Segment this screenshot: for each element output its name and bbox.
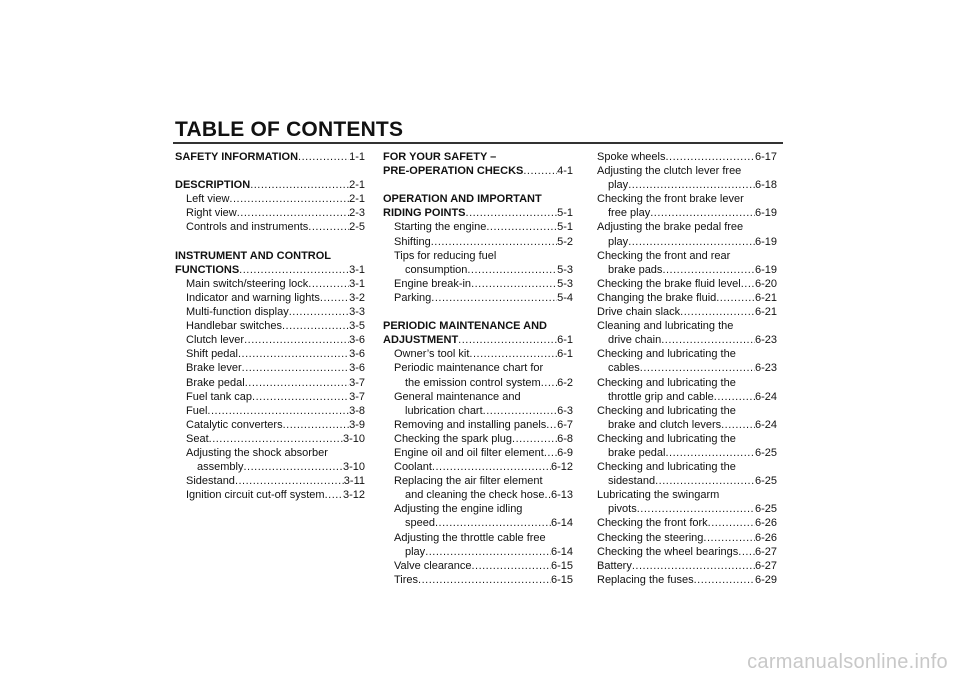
toc-entry[interactable] — [597, 178, 777, 192]
entry-page: 6-21 — [754, 291, 777, 304]
leader-dots — [245, 376, 349, 390]
entry-label: Checking the brake fluid level — [597, 277, 741, 290]
entry-label: RIDING POINTS — [383, 207, 466, 220]
leader-dots — [320, 291, 349, 305]
toc-entry[interactable] — [597, 573, 777, 587]
toc-entry[interactable] — [175, 460, 365, 474]
leader-dots — [650, 206, 755, 220]
entry-label: throttle grip and cable — [608, 390, 714, 403]
entry-label-line1: OPERATION AND IMPORTANT — [383, 193, 542, 206]
entry-page: 6-21 — [754, 306, 777, 319]
toc-entry[interactable] — [383, 488, 573, 502]
entry-label-line1: Checking and lubricating the — [597, 404, 736, 417]
toc-entry[interactable] — [175, 220, 365, 234]
entry-label: Fuel tank cap — [186, 390, 253, 403]
entry-label-line1: Adjusting the brake pedal free — [597, 221, 744, 234]
entry-label: brake pedal — [608, 446, 666, 459]
leader-dots — [544, 446, 557, 460]
entry-page: 4-1 — [557, 165, 573, 178]
leader-dots — [628, 178, 755, 192]
toc-entry[interactable] — [597, 545, 777, 559]
entry-label: DESCRIPTION — [175, 179, 251, 192]
entry-page: 3-7 — [349, 390, 365, 403]
entry-label: Multi-function display — [186, 306, 289, 319]
leader-dots — [431, 235, 557, 249]
entry-page: 3-3 — [349, 306, 365, 319]
entry-page: 6-24 — [754, 390, 777, 403]
leader-dots — [471, 559, 551, 573]
entry-label: Valve clearance — [394, 559, 472, 572]
entry-label: Battery — [597, 559, 632, 572]
entry-page: 5-3 — [557, 263, 573, 276]
toc-entry[interactable] — [383, 347, 573, 361]
entry-label: Checking the front fork — [597, 517, 708, 530]
toc-entry[interactable] — [175, 376, 365, 390]
toc-column-2 — [383, 150, 573, 587]
entry-page: 3-11 — [343, 475, 365, 488]
toc-column-3 — [597, 150, 777, 587]
entry-page: 6-24 — [754, 418, 777, 431]
entry-page: 6-15 — [550, 559, 573, 572]
page-title: TABLE OF CONTENTS — [175, 118, 404, 141]
entry-page: 6-7 — [557, 418, 573, 431]
entry-label: Indicator and warning lights — [186, 291, 320, 304]
entry-label-line1: Adjusting the engine idling — [394, 503, 523, 516]
entry-label: Owner’s tool kit — [394, 348, 470, 361]
entry-page: 3-1 — [349, 277, 365, 290]
toc-entry[interactable] — [175, 361, 365, 375]
leader-dots — [703, 531, 755, 545]
leader-dots — [655, 474, 755, 488]
leader-dots — [425, 545, 551, 559]
leader-dots — [250, 178, 349, 192]
entry-page: 3-9 — [349, 418, 365, 431]
toc-entry[interactable] — [175, 192, 365, 206]
toc-entry[interactable] — [383, 206, 573, 220]
leader-dots — [637, 502, 755, 516]
entry-label: Checking the spark plug — [394, 432, 513, 445]
leader-dots — [237, 206, 349, 220]
toc-entry[interactable] — [383, 460, 573, 474]
toc-entry[interactable] — [175, 333, 365, 347]
entry-label: PRE-OPERATION CHECKS — [383, 165, 524, 178]
entry-label: lubrication chart — [405, 404, 483, 417]
entry-label-line1: PERIODIC MAINTENANCE AND — [383, 320, 547, 333]
entry-label: ADJUSTMENT — [383, 334, 459, 347]
leader-dots — [242, 361, 349, 375]
leader-dots — [666, 150, 755, 164]
toc-entry[interactable] — [597, 305, 777, 319]
entry-page: 6-26 — [754, 531, 777, 544]
leader-dots — [661, 333, 755, 347]
toc-entry[interactable] — [383, 164, 573, 178]
entry-label: Handlebar switches — [186, 320, 282, 333]
entry-page: 3-12 — [342, 489, 365, 502]
entry-page: 6-27 — [754, 545, 777, 558]
entry-label: Parking — [394, 291, 432, 304]
entry-page: 5-1 — [557, 207, 573, 220]
leader-dots — [716, 291, 755, 305]
entry-page: 3-10 — [342, 461, 365, 474]
leader-dots — [207, 404, 349, 418]
entry-label: Shifting — [394, 235, 431, 248]
entry-label: play — [608, 179, 629, 192]
watermark: carmanualsonline.info — [747, 651, 948, 673]
entry-label-line1: Checking and lubricating the — [597, 376, 736, 389]
leader-dots — [432, 460, 551, 474]
toc-entry[interactable] — [175, 319, 365, 333]
leader-dots — [483, 404, 557, 418]
entry-label: and cleaning the check hose — [405, 489, 545, 502]
toc-entry[interactable] — [175, 347, 365, 361]
leader-dots — [244, 333, 349, 347]
entry-page: 5-1 — [557, 221, 573, 234]
toc-entry[interactable] — [383, 559, 573, 573]
leader-dots — [431, 291, 557, 305]
toc-entry[interactable] — [597, 418, 777, 432]
leader-dots — [325, 488, 343, 502]
leader-dots — [662, 263, 755, 277]
toc-entry[interactable] — [597, 291, 777, 305]
entry-page: 6-18 — [754, 179, 777, 192]
leader-dots — [418, 573, 551, 587]
entry-label: Removing and installing panels — [394, 418, 547, 431]
entry-page: 3-1 — [349, 263, 365, 276]
toc-entry[interactable] — [175, 291, 365, 305]
leader-dots — [308, 277, 349, 291]
leader-dots — [283, 418, 350, 432]
toc-entry[interactable] — [175, 390, 365, 404]
toc-entry[interactable] — [597, 361, 777, 375]
entry-page: 3-2 — [349, 291, 365, 304]
leader-dots — [512, 432, 557, 446]
entry-label-line1: Cleaning and lubricating the — [597, 320, 734, 333]
leader-dots — [308, 220, 349, 234]
toc-entry[interactable] — [383, 446, 573, 460]
leader-dots — [628, 235, 755, 249]
title-rule — [173, 142, 783, 144]
entry-page: 6-8 — [557, 432, 573, 445]
entry-label-line1: Adjusting the clutch lever free — [597, 165, 742, 178]
entry-label-line1: FOR YOUR SAFETY – — [383, 151, 497, 163]
entry-page: 6-14 — [550, 545, 573, 558]
entry-page: 6-14 — [550, 517, 573, 530]
leader-dots — [243, 460, 343, 474]
entry-label: Clutch lever — [186, 334, 245, 347]
toc-entry[interactable] — [175, 178, 365, 192]
entry-label-line1: INSTRUMENT AND CONTROL — [175, 249, 332, 262]
entry-label-line1: Adjusting the throttle cable free — [394, 531, 546, 544]
toc-entry[interactable] — [597, 390, 777, 404]
entry-label-line1: Checking and lubricating the — [597, 461, 736, 474]
leader-dots — [282, 319, 349, 333]
entry-label: Drive chain slack — [597, 306, 681, 319]
entry-page: 3-7 — [349, 376, 365, 389]
entry-label: Engine oil and oil filter element — [394, 446, 544, 459]
toc-entry[interactable] — [383, 404, 573, 418]
entry-page: 6-3 — [557, 404, 573, 417]
toc-entry[interactable] — [383, 263, 573, 277]
entry-label-line1: Periodic maintenance chart for — [394, 362, 544, 375]
entry-page: 6-26 — [754, 517, 777, 530]
leader-dots — [467, 263, 557, 277]
entry-page: 6-12 — [550, 461, 573, 474]
toc-entry[interactable] — [383, 333, 573, 347]
entry-label-line1: Checking the front brake lever — [597, 193, 744, 206]
leader-dots — [235, 474, 344, 488]
entry-label: drive chain — [608, 334, 662, 347]
entry-label: Sidestand — [186, 475, 235, 488]
toc-entry[interactable] — [175, 305, 365, 319]
entry-page: 6-1 — [557, 348, 573, 361]
leader-dots — [632, 559, 755, 573]
entry-label-line1: Adjusting the shock absorber — [186, 446, 328, 459]
toc-entry[interactable] — [175, 404, 365, 418]
entry-label: Main switch/steering lock — [186, 277, 309, 290]
entry-page: 6-25 — [754, 503, 777, 516]
toc-entry[interactable] — [383, 220, 573, 234]
entry-label-line1: Replacing the air filter element — [394, 475, 543, 488]
entry-page: 6-29 — [754, 573, 777, 586]
leader-dots — [738, 545, 755, 559]
entry-label: play — [405, 545, 426, 558]
leader-dots — [239, 263, 349, 277]
toc-entry[interactable] — [175, 150, 365, 164]
toc-entry[interactable] — [383, 418, 573, 432]
toc-entry[interactable] — [597, 446, 777, 460]
leader-dots — [289, 305, 349, 319]
entry-label-line1: Tips for reducing fuel — [394, 249, 497, 262]
entry-label: Brake lever — [186, 362, 242, 375]
leader-dots — [298, 150, 349, 164]
toc-entry[interactable] — [383, 573, 573, 587]
entry-page: 3-6 — [349, 362, 365, 375]
entry-label: pivots — [608, 503, 637, 516]
leader-dots — [471, 277, 557, 291]
leader-dots — [229, 192, 349, 206]
entry-page: 3-6 — [349, 334, 365, 347]
leader-dots — [541, 376, 557, 390]
entry-page: 3-5 — [349, 320, 365, 333]
leader-dots — [466, 206, 558, 220]
toc-entry[interactable] — [383, 545, 573, 559]
toc-entry[interactable] — [597, 277, 777, 291]
entry-page: 6-19 — [754, 263, 777, 276]
leader-dots — [708, 516, 755, 530]
toc-entry[interactable] — [175, 432, 365, 446]
leader-dots — [238, 347, 349, 361]
entry-label: consumption — [405, 263, 468, 276]
entry-label: FUNCTIONS — [175, 263, 240, 276]
toc-entry[interactable] — [597, 333, 777, 347]
entry-page: 5-4 — [557, 291, 573, 304]
entry-page: 2-1 — [349, 193, 365, 206]
entry-label: Starting the engine — [394, 221, 487, 234]
toc-entry[interactable] — [383, 516, 573, 530]
entry-label-line1: General maintenance and — [394, 390, 521, 403]
entry-page: 6-2 — [557, 376, 573, 389]
entry-page: 6-13 — [550, 489, 573, 502]
entry-page: 6-27 — [754, 559, 777, 572]
entry-label: Catalytic converters — [186, 418, 283, 431]
toc-column-1 — [175, 150, 365, 502]
leader-dots — [252, 390, 349, 404]
entry-page: 5-3 — [557, 277, 573, 290]
entry-label: Checking the wheel bearings — [597, 545, 739, 558]
entry-label: Coolant — [394, 461, 432, 474]
entry-label: Checking the steering — [597, 531, 704, 544]
entry-page: 3-10 — [342, 432, 365, 445]
entry-label: Brake pedal — [186, 376, 245, 389]
leader-dots — [640, 361, 755, 375]
toc-entry[interactable] — [383, 432, 573, 446]
entry-page: 6-23 — [754, 362, 777, 375]
entry-label: speed — [405, 517, 435, 530]
leader-dots — [666, 446, 755, 460]
entry-label: assembly — [197, 461, 244, 474]
entry-label: brake pads — [608, 263, 663, 276]
entry-page: 6-25 — [754, 475, 777, 488]
leader-dots — [435, 516, 551, 530]
entry-page: 2-1 — [349, 179, 365, 192]
entry-label-line1: Lubricating the swingarm — [597, 489, 720, 502]
toc-entry[interactable] — [383, 291, 573, 305]
entry-page: 1-1 — [349, 151, 365, 163]
entry-label: Fuel — [186, 404, 208, 417]
entry-page: 6-19 — [754, 235, 777, 248]
entry-label: play — [608, 235, 629, 248]
toc-entry[interactable] — [597, 150, 777, 164]
toc-entry[interactable] — [597, 263, 777, 277]
toc-entry[interactable] — [597, 559, 777, 573]
toc-entry[interactable] — [597, 206, 777, 220]
toc-entry[interactable] — [383, 277, 573, 291]
entry-label: Spoke wheels — [597, 151, 666, 163]
toc-entry[interactable] — [175, 474, 365, 488]
entry-page: 6-25 — [754, 446, 777, 459]
entry-label: SAFETY INFORMATION — [175, 151, 299, 163]
entry-page: 6-23 — [754, 334, 777, 347]
leader-dots — [486, 220, 557, 234]
entry-page: 6-20 — [754, 277, 777, 290]
entry-page: 3-8 — [349, 404, 365, 417]
entry-label-line1: Checking and lubricating the — [597, 348, 736, 361]
entry-page: 6-15 — [550, 573, 573, 586]
entry-label: Changing the brake fluid — [597, 291, 717, 304]
entry-label: Shift pedal — [186, 348, 238, 361]
leader-dots — [694, 573, 755, 587]
entry-label: Ignition circuit cut-off system — [186, 489, 325, 502]
toc-entry[interactable] — [597, 474, 777, 488]
entry-label: Replacing the fuses — [597, 573, 694, 586]
toc-entry[interactable] — [175, 488, 365, 502]
toc-entry[interactable] — [597, 235, 777, 249]
entry-label: sidestand — [608, 475, 656, 488]
entry-label: Right view — [186, 207, 237, 220]
leader-dots — [523, 164, 557, 178]
entry-label: Seat — [186, 432, 209, 445]
leader-dots — [546, 418, 557, 432]
entry-label: Engine break-in — [394, 277, 472, 290]
toc-entry[interactable] — [383, 235, 573, 249]
entry-label: Left view — [186, 193, 230, 206]
toc-entry[interactable] — [175, 263, 365, 277]
entry-label: free play — [608, 207, 651, 220]
toc-entry[interactable] — [597, 531, 777, 545]
leader-dots — [209, 432, 343, 446]
entry-page: 2-5 — [349, 221, 365, 234]
entry-page: 6-9 — [557, 446, 573, 459]
leader-dots — [458, 333, 557, 347]
entry-page: 6-1 — [557, 334, 573, 347]
entry-label-line1: Checking and lubricating the — [597, 432, 736, 445]
entry-page: 2-3 — [349, 207, 365, 220]
entry-label-line1: Checking the front and rear — [597, 249, 731, 262]
entry-page: 3-6 — [349, 348, 365, 361]
entry-label: cables — [608, 362, 640, 375]
leader-dots — [741, 277, 755, 291]
leader-dots — [680, 305, 755, 319]
entry-label: the emission control system — [405, 376, 541, 389]
entry-label: Tires — [394, 573, 419, 586]
entry-label: brake and clutch levers — [608, 418, 722, 431]
entry-page: 6-19 — [754, 207, 777, 220]
leader-dots — [469, 347, 557, 361]
toc-entry[interactable] — [383, 376, 573, 390]
entry-label: Controls and instruments — [186, 221, 309, 234]
toc-entry[interactable] — [597, 516, 777, 530]
toc-entry[interactable] — [175, 206, 365, 220]
entry-page: 6-17 — [754, 151, 777, 163]
toc-entry[interactable] — [597, 502, 777, 516]
toc-entry[interactable] — [175, 418, 365, 432]
leader-dots — [714, 390, 755, 404]
leader-dots — [721, 418, 755, 432]
toc-entry[interactable] — [175, 277, 365, 291]
entry-page: 5-2 — [557, 235, 573, 248]
